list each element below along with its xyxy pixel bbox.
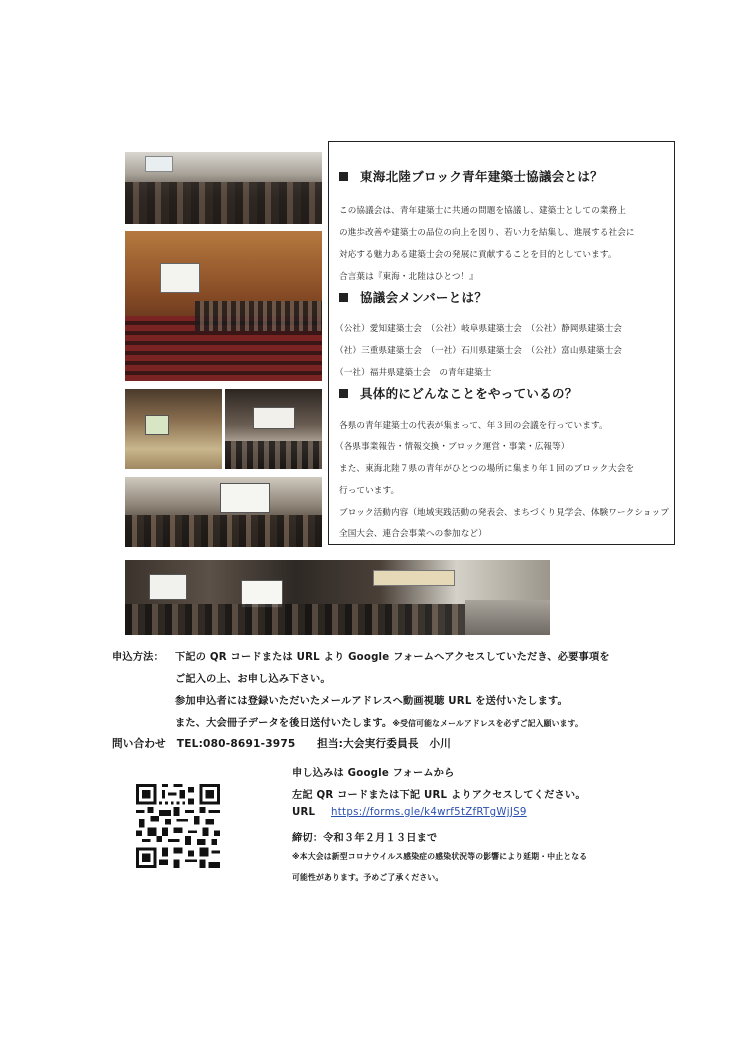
member-line: （一社）福井県建築士会 の青年建築士 [335,368,492,378]
photo-presentation [125,477,322,547]
attendees [125,182,322,224]
activity-line: 全国大会、連合会事業への参加など） [339,529,487,539]
application-line: また、大会冊子データを後日送付いたします。※受信可能なメールアドレスを必ずご記入願います。 [175,718,584,729]
heading-members: 協議会メンバーとは？ [339,288,487,306]
member-line: （公社）愛知建築士会 （公社）岐阜県建築士会 （公社）静岡県建築士会 [335,324,622,334]
activity-line: ブロック活動内容（地域実践活動の発表会、まちづくり見学会、体験ワークショップ [339,508,669,518]
about-text-line: この協議会は、青年建築士に共通の問題を協議し、建築士としての業務上 [339,206,626,216]
photo-meeting-room [125,152,322,224]
projection-screen [220,483,270,513]
activity-line: （各県事業報告・情報交換・ブロック運営・事業・広報等） [335,442,570,452]
contact-line: 問い合わせ TEL:080-8691-3975 担当:大会実行委員長 小川 [112,738,452,750]
stage-banner [373,570,455,586]
form-url-link[interactable]: https://forms.gle/k4wrf5tZfRTgWjJS9 [330,807,527,818]
photo-stage-banner [225,389,322,469]
projection-screen [160,263,200,293]
photo-panorama [125,560,550,635]
activity-line: 行っています。 [339,486,400,496]
deadline: 締切：令和３年２月１３日まで [292,833,438,844]
street-scene [465,600,550,635]
form-line: 左記 QR コードまたは下記 URL よりアクセスしてください。 [292,790,586,801]
url-label: URL [292,807,316,818]
square-bullet-icon [339,172,348,181]
square-bullet-icon [339,389,348,398]
notice-line: 可能性があります。予めご了承ください。 [292,873,444,882]
heading-about: 東海北陸ブロック青年建築士協議会とは？ [339,167,603,185]
activity-line: 各県の青年建築士の代表が集まって、年３回の会議を行っています。 [339,421,608,431]
heading-activities: 具体的にどんなことをやっているの？ [339,384,578,402]
about-text-line: 対応する魅力ある建築士会の発展に貢献することを目的としています。 [339,250,617,260]
application-line: 参加申込者には登録いただいたメールアドレスへ動画視聴 URL を送付いたします。 [175,696,568,707]
application-line: ご記入の上、お申し込み下さい。 [175,674,331,685]
email-note: ※受信可能なメールアドレスを必ずご記入願います。 [392,719,584,728]
photo-tatami-room [125,389,222,469]
form-url-row [292,807,527,818]
attendees [225,441,322,469]
about-text-line: 合言葉は『東海・北陸はひとつ！』 [339,272,478,282]
activity-line: また、東海北陸７県の青年がひとつの場所に集まり年１回のブロック大会を [339,464,635,474]
attendees [125,604,465,635]
about-text-line: の進歩改善や建築士の品位の向上を図り、若い力を結集し、進展する社会に [339,228,635,238]
member-line: （社）三重県建築士会 （一社）石川県建築士会 （公社）富山県建築士会 [335,346,622,356]
notice-line: ※本大会は新型コロナウイルス感染症の感染状況等の影響により延期・中止となる [292,852,588,861]
application-line: 下記の QR コードまたは URL より Google フォームへアクセスしていただき、必要事項を [175,652,610,663]
attendees [195,301,322,331]
application-label: 申込方法： [112,652,164,663]
form-line: 申し込みは Google フォームから [292,768,455,779]
attendees [125,515,322,547]
photo-auditorium [125,231,322,381]
qr-code-icon[interactable] [136,784,220,868]
projection-screen [145,415,169,435]
stage-banner [253,407,295,429]
projection-screen [145,156,173,172]
square-bullet-icon [339,293,348,302]
projection-screen [149,574,187,600]
